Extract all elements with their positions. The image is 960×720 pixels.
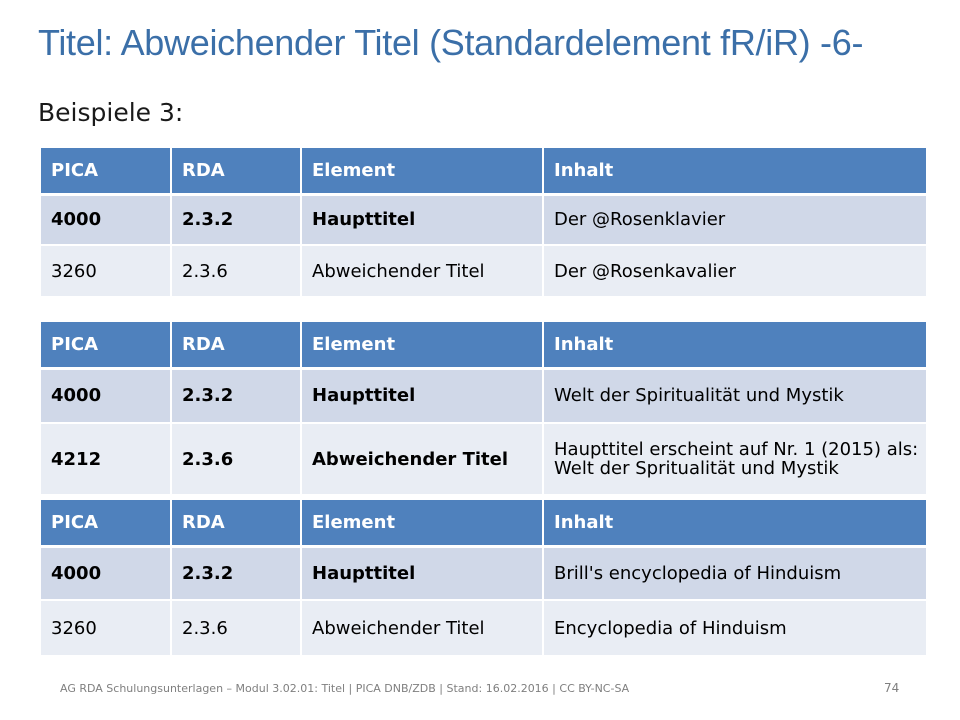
cell-rda: 2.3.6 xyxy=(171,423,301,495)
header-pica: PICA xyxy=(41,322,171,368)
cell-inhalt: Haupttitel erscheint auf Nr. 1 (2015) als: Welt der Spritualität und Mystik xyxy=(543,423,926,495)
slide-subtitle: Beispiele 3: xyxy=(38,98,184,127)
header-inhalt: Inhalt xyxy=(543,322,926,368)
cell-inhalt: Der @Rosenklavier xyxy=(543,194,926,245)
cell-inhalt: Der @Rosenkavalier xyxy=(543,245,926,297)
cell-element: Abweichender Titel xyxy=(301,600,543,656)
cell-element: Haupttitel xyxy=(301,194,543,245)
cell-pica: 3260 xyxy=(41,245,171,297)
table-row xyxy=(41,245,926,297)
header-rda: RDA xyxy=(171,322,301,368)
cell-rda: 2.3.2 xyxy=(171,194,301,245)
slide-title: Titel: Abweichender Titel (Standardelement fR/iR) -6- xyxy=(38,22,864,63)
cell-element: Haupttitel xyxy=(301,546,543,600)
cell-pica: 4000 xyxy=(41,546,171,600)
header-pica: PICA xyxy=(41,500,171,546)
table-row xyxy=(41,546,926,600)
cell-pica: 3260 xyxy=(41,600,171,656)
table-header-row xyxy=(41,322,926,368)
cell-inhalt: Brill's encyclopedia of Hinduism xyxy=(543,546,926,600)
header-rda: RDA xyxy=(171,500,301,546)
table-row xyxy=(41,423,926,495)
example-table-2 xyxy=(41,322,926,496)
table-row xyxy=(41,600,926,656)
cell-element: Haupttitel xyxy=(301,368,543,423)
cell-rda: 2.3.6 xyxy=(171,245,301,297)
header-element: Element xyxy=(301,500,543,546)
table-row xyxy=(41,194,926,245)
cell-pica: 4000 xyxy=(41,194,171,245)
cell-inhalt: Welt der Spiritualität und Mystik xyxy=(543,368,926,423)
header-element: Element xyxy=(301,322,543,368)
table-header-row xyxy=(41,500,926,546)
table-header-row xyxy=(41,148,926,194)
cell-rda: 2.3.2 xyxy=(171,546,301,600)
footer-text: AG RDA Schulungsunterlagen – Modul 3.02.01: Titel | PICA DNB/ZDB | Stand: 16.02.2016 | CC BY-NC-SA xyxy=(60,682,630,695)
cell-pica: 4000 xyxy=(41,368,171,423)
example-table-1 xyxy=(41,148,926,298)
cell-inhalt: Encyclopedia of Hinduism xyxy=(543,600,926,656)
cell-pica: 4212 xyxy=(41,423,171,495)
header-inhalt: Inhalt xyxy=(543,148,926,194)
example-table-3 xyxy=(41,500,926,657)
table-row xyxy=(41,368,926,423)
header-pica: PICA xyxy=(41,148,171,194)
header-inhalt: Inhalt xyxy=(543,500,926,546)
page-number: 74 xyxy=(884,681,900,695)
cell-element: Abweichender Titel xyxy=(301,245,543,297)
cell-rda: 2.3.2 xyxy=(171,368,301,423)
cell-element: Abweichender Titel xyxy=(301,423,543,495)
cell-rda: 2.3.6 xyxy=(171,600,301,656)
header-rda: RDA xyxy=(171,148,301,194)
header-element: Element xyxy=(301,148,543,194)
